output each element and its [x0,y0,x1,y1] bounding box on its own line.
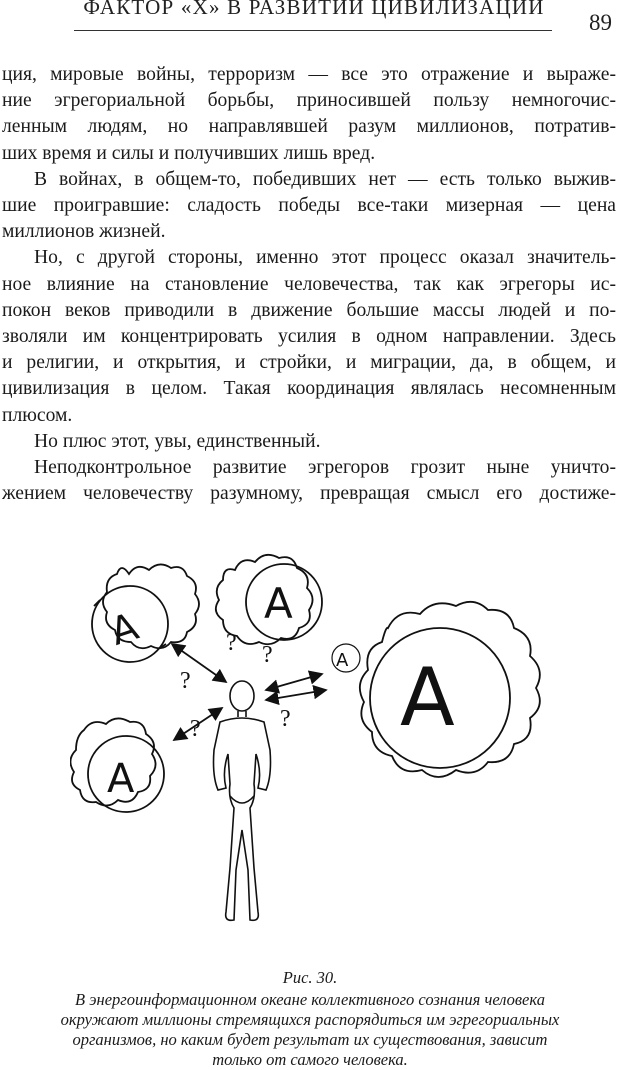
caption-line: только от самого человека. [212,1050,408,1069]
text-line: Неподконтрольное развитие эгрегоров грозит ныне уничто- [34,457,616,479]
egregor-bottom-left [70,718,164,812]
text-line: миллионов жизней. [2,221,166,243]
question-mark: ? [262,642,273,668]
body-text [2,62,616,507]
text-line: Но плюс этот, увы, единственный. [34,430,321,452]
paragraph-5 [2,455,616,507]
text-line: ция, мировые войны, терроризм — все это отражение и выраже- [2,64,616,85]
question-mark: ? [280,706,291,732]
letter-a: A [105,604,144,654]
text-line: цивилизация в целом. Такая координация являлась несомненным [2,378,616,400]
running-header [0,0,620,40]
letter-a: A [107,756,135,802]
text-line: зволяли им концентрировать усилия в одном направлении. Здесь [2,326,616,348]
paragraph-3 [2,245,616,428]
text-line: плюсом. [2,404,73,426]
egregor-top-left [92,564,199,662]
figure-number: Рис. 30. [282,968,338,987]
paragraph-1 [2,62,616,167]
question-mark: ? [226,630,237,656]
egregors-illustration [70,540,610,960]
letter-a-small: A [336,650,349,671]
text-line: и религии, и открытия, и стройки, и миграции, да, в общем, и [2,352,616,374]
paragraph-4 [2,429,616,455]
page-number: 89 [589,10,612,35]
paragraph-2 [2,167,616,246]
text-line: ное влияние на становление человечества, так как эгрегоры ис- [2,273,616,295]
caption-line: В энергоинформационном океане коллективного сознания человека [75,990,545,1009]
figure-egregors-illustration [70,540,610,960]
human-figure [214,681,271,920]
text-line: ние эгрегориальной борьбы, приносившей пользу немногочис- [2,90,616,112]
header-rule [74,30,552,31]
caption-line: организмов, но каким будет результат их существования, зависит [72,1030,548,1049]
text-line: Но, с другой стороны, именно этот процесс оказал значитель- [34,247,616,269]
egregor-large-right [332,602,540,777]
figure-caption [0,968,620,1070]
text-line: В войнах, в общем-то, победивших нет — есть только выжив- [34,168,616,190]
text-line: шие проигравшие: сладость победы все-таки мизерная — цена [2,195,616,217]
question-mark: ? [190,716,201,742]
letter-a-large: A [400,651,455,744]
text-line: жением человечеству разумному, превращая смысл его достиже- [2,483,616,505]
text-line: покон веков приводили в движение большие массы людей и по- [2,299,616,321]
text-line: ших время и силы и получивших лишь вред. [2,142,376,164]
question-mark: ? [180,668,191,694]
caption-line: окружают миллионы стремящихся распорядиться им эгрегориальных [60,1010,560,1029]
letter-a: A [264,579,293,628]
running-header-title: ФАКТОР «Х» В РАЗВИТИИ ЦИВИЛИЗАЦИИ [83,0,545,19]
text-line: ленным людям, но направлявшей разум миллионов, потратив- [2,116,616,138]
